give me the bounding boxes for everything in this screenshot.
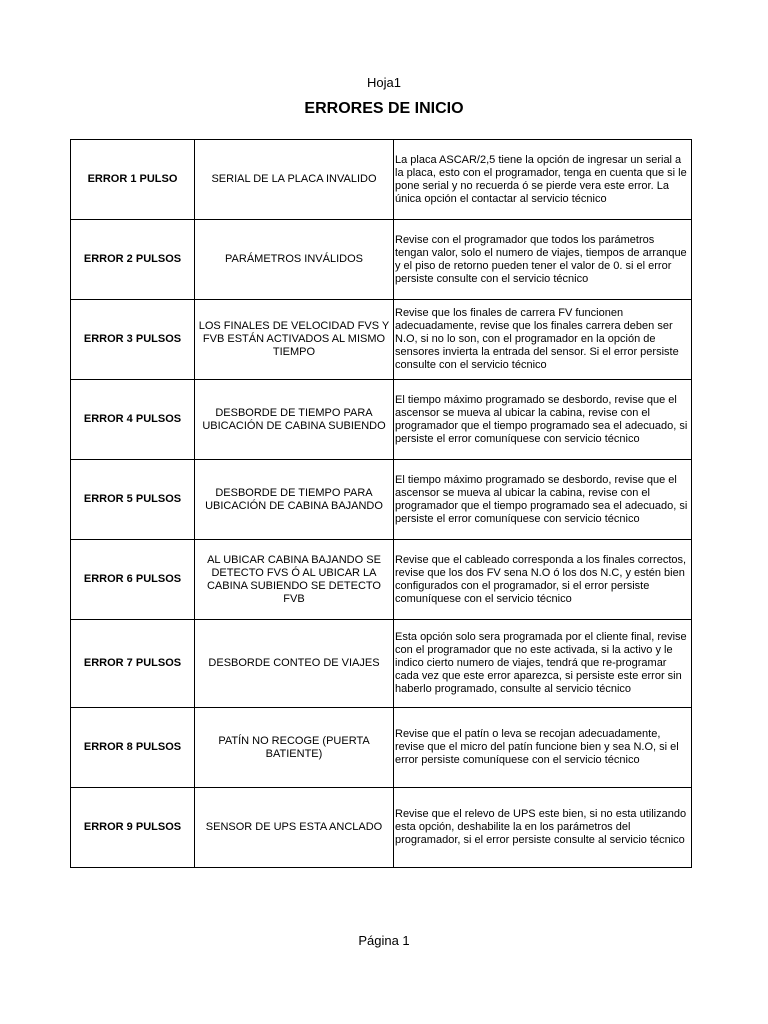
error-code: ERROR 4 PULSOS bbox=[71, 380, 195, 460]
error-code: ERROR 6 PULSOS bbox=[71, 540, 195, 620]
error-code: ERROR 8 PULSOS bbox=[71, 708, 195, 788]
table-row bbox=[71, 460, 692, 540]
table-row bbox=[71, 140, 692, 220]
error-name: LOS FINALES DE VELOCIDAD FVS Y FVB ESTÁN ACTIVADOS AL MISMO TIEMPO bbox=[195, 300, 394, 380]
document-title: ERRORES DE INICIO bbox=[304, 100, 464, 117]
error-description: Revise que el relevo de UPS este bien, si no esta utilizando esta opción, deshabilite la en los parámetros del programador, si el error persiste consulte al servicio técnico bbox=[394, 788, 692, 868]
error-description: Revise con el programador que todos los parámetros tengan valor, solo el numero de viajes, tiempos de arranque y el piso de retorno pueden tener el valor de 0. si el error persiste consulte con el servicio técnico bbox=[394, 220, 692, 300]
error-description: El tiempo máximo programado se desbordo, revise que el ascensor se mueva al ubicar la cabina, revise con el programador que el tiempo programado sea el adecuado, si persiste el error comuníquese con servicio técnico bbox=[394, 380, 692, 460]
table-row bbox=[71, 300, 692, 380]
error-name: PATÍN NO RECOGE (PUERTA BATIENTE) bbox=[195, 708, 394, 788]
page-number: Página 1 bbox=[358, 933, 410, 948]
error-code: ERROR 2 PULSOS bbox=[71, 220, 195, 300]
error-code: ERROR 3 PULSOS bbox=[71, 300, 195, 380]
table-row bbox=[71, 620, 692, 708]
table-row bbox=[71, 788, 692, 868]
error-code: ERROR 5 PULSOS bbox=[71, 460, 195, 540]
error-name: DESBORDE DE TIEMPO PARA UBICACIÓN DE CABINA SUBIENDO bbox=[195, 380, 394, 460]
table-row bbox=[71, 540, 692, 620]
error-description: La placa ASCAR/2,5 tiene la opción de ingresar un serial a la placa, esto con el programador, tenga en cuenta que si le pone serial y no recuerda ó se pierde vera este error. La única opción el contactar al servicio técnico bbox=[394, 140, 692, 220]
error-name: DESBORDE DE TIEMPO PARA UBICACIÓN DE CABINA BAJANDO bbox=[195, 460, 394, 540]
error-description: Revise que los finales de carrera FV funcionen adecuadamente, revise que los finales carrera deben ser N.O, si no lo son, con el programador en la opción de sensores invierta la entrada del sensor. Si el error persiste consulte con el servicio técnico bbox=[394, 300, 692, 380]
error-name: SERIAL DE LA PLACA INVALIDO bbox=[195, 140, 394, 220]
error-description: Esta opción solo sera programada por el cliente final, revise con el programador que no este activada, si la activo y le indico cierto numero de viajes, tendrá que re-programar cada vez que este error aparezca, si persiste este error sin haberlo programado, consulte al servicio técnico bbox=[394, 620, 692, 708]
table-row bbox=[71, 220, 692, 300]
error-code: ERROR 7 PULSOS bbox=[71, 620, 195, 708]
table-row bbox=[71, 708, 692, 788]
error-code: ERROR 9 PULSOS bbox=[71, 788, 195, 868]
error-code: ERROR 1 PULSO bbox=[71, 140, 195, 220]
sheet-name: Hoja1 bbox=[367, 75, 401, 90]
table-row bbox=[71, 380, 692, 460]
error-description: El tiempo máximo programado se desbordo, revise que el ascensor se mueva al ubicar la cabina, revise con el programador que el tiempo programado sea el adecuado, si persiste el error comuníquese con servicio técnico bbox=[394, 460, 692, 540]
error-name: AL UBICAR CABINA BAJANDO SE DETECTO FVS Ó AL UBICAR LA CABINA SUBIENDO SE DETECTO FVB bbox=[195, 540, 394, 620]
error-description: Revise que el patín o leva se recojan adecuadamente, revise que el micro del patín funcione bien y sea N.O, si el error persiste comuníquese con el servicio técnico bbox=[394, 708, 692, 788]
error-name: DESBORDE CONTEO DE VIAJES bbox=[195, 620, 394, 708]
error-name: PARÁMETROS INVÁLIDOS bbox=[195, 220, 394, 300]
error-description: Revise que el cableado corresponda a los finales correctos, revise que los dos FV sena N.O ó los dos N.C, y estén bien configurados con el programador, si el error persiste comuníquese con el servicio técnico bbox=[394, 540, 692, 620]
errors-table bbox=[70, 139, 692, 868]
error-name: SENSOR DE UPS ESTA ANCLADO bbox=[195, 788, 394, 868]
